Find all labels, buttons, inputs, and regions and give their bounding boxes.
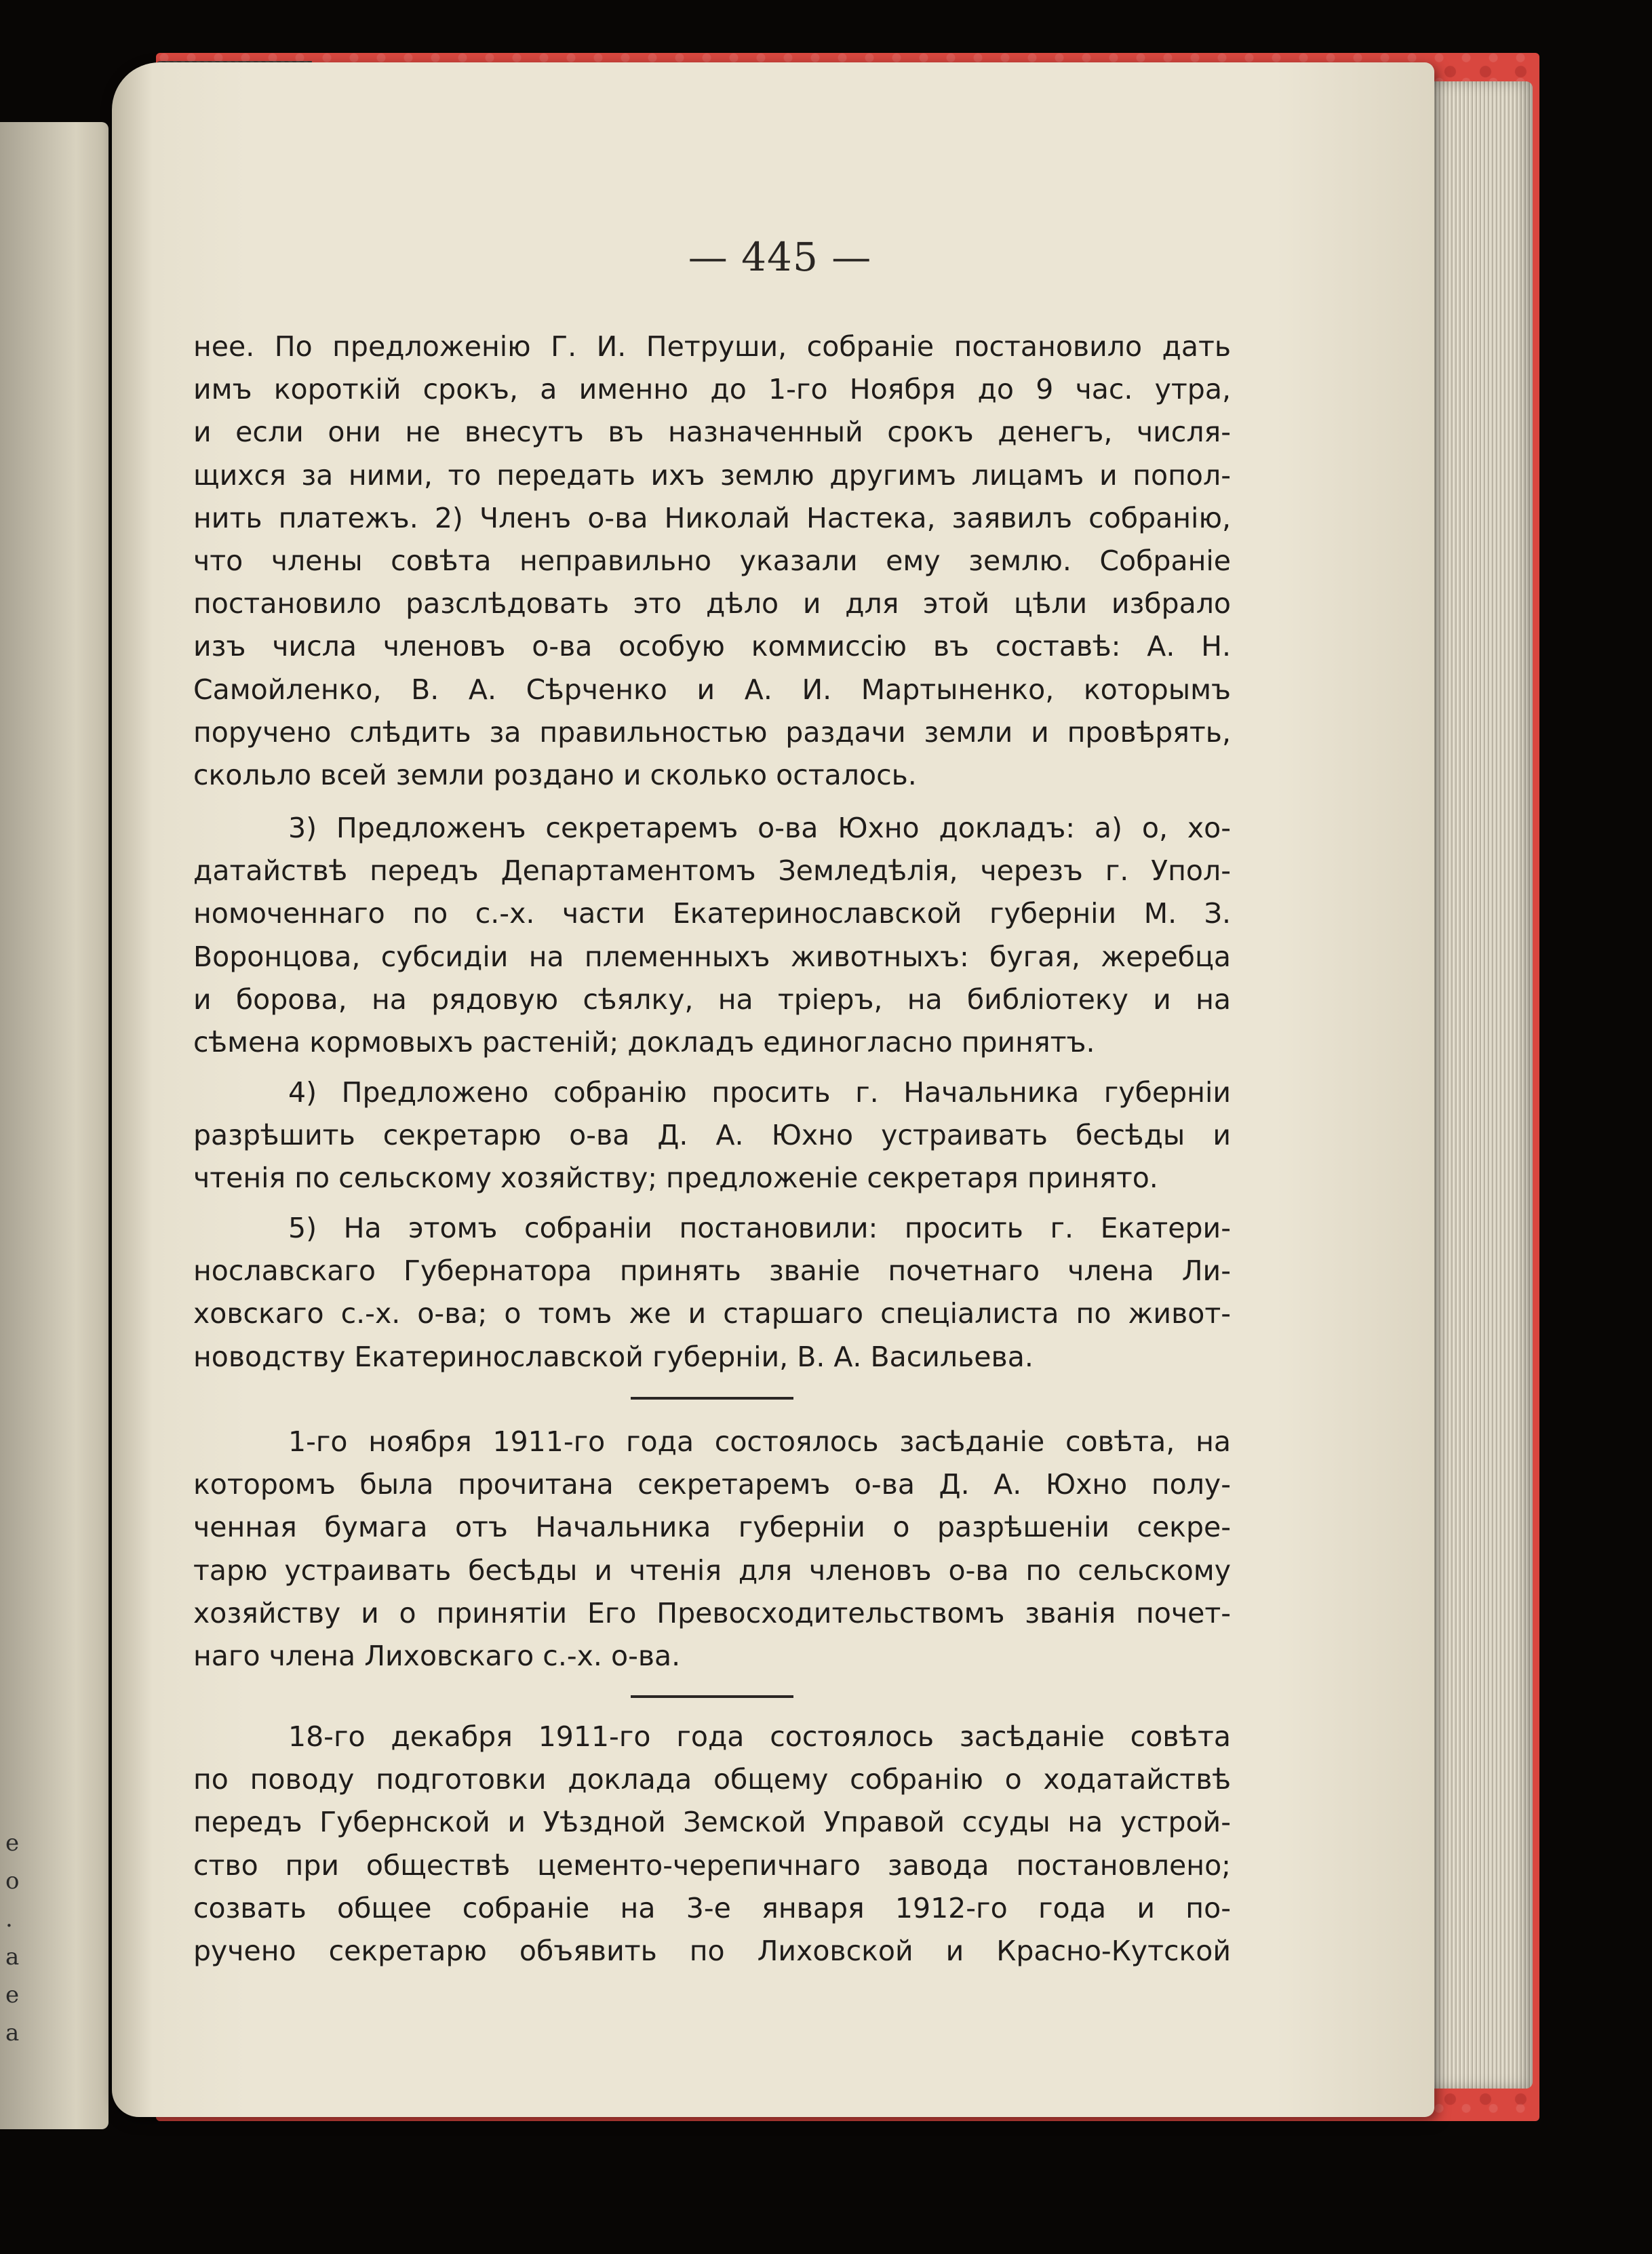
text-line: номоченнаго по с.-х. части Екатеринославской губерніи М. З.	[193, 897, 1231, 930]
text-line: поручено слѣдить за правильностью раздачи земли и провѣрять,	[193, 715, 1231, 749]
page-number: — 445 —	[688, 234, 872, 280]
facing-page-text-fragment: е о . а е а	[5, 1830, 20, 2047]
text-line: новодству Екатеринославской губерніи, В. А. Васильева.	[193, 1340, 1034, 1373]
paragraph-2	[193, 807, 1231, 1064]
text-line: сѣмена кормовыхъ растеній; докладъ единогласно принятъ.	[193, 1026, 1095, 1059]
text-line: ховскаго с.-х. о-ва; о томъ же и старшаго спеціалиста по живот-	[193, 1297, 1231, 1330]
text-line: скольло всей земли роздано и сколько осталось.	[193, 759, 917, 792]
text-line: разрѣшить секретарю о-ва Д. А. Юхно устраивать бесѣды и	[193, 1119, 1231, 1152]
paragraph-3	[193, 1071, 1231, 1200]
text-line: наго члена Лиховскаго с.-х. о-ва.	[193, 1640, 681, 1673]
text-line: щихся за ними, то передать ихъ землю другимъ лицамъ и попол-	[193, 458, 1231, 492]
paragraph-6	[193, 1716, 1231, 1973]
paragraph-5	[193, 1421, 1231, 1678]
text-line: тарю устраивать бесѣды и чтенія для членовъ о-ва по сельскому	[193, 1554, 1231, 1587]
text-line: 3) Предложенъ секретаремъ о-ва Юхно докладъ: а) о, хо-	[288, 812, 1231, 844]
text-line: ручено секретарю объявить по Лиховской и Красно-Кутской	[193, 1935, 1231, 1968]
text-line: 18-го декабря 1911-го года состоялось засѣданіе совѣта	[288, 1720, 1231, 1753]
section-divider	[631, 1397, 793, 1400]
text-line: постановило разслѣдовать это дѣло и для этой цѣли избрало	[193, 587, 1231, 620]
text-line: датайствѣ передъ Департаментомъ Земледѣлія, черезъ г. Упол-	[193, 854, 1231, 888]
text-line: хозяйству и о принятіи Его Превосходительствомъ званія почет-	[193, 1596, 1231, 1629]
paragraph-4	[193, 1207, 1231, 1379]
text-line: и если они не внесутъ въ назначенный срокъ денегъ, числя-	[193, 416, 1231, 449]
text-line: 4) Предложено собранію просить г. Начальника губерніи	[288, 1076, 1231, 1109]
text-line: и борова, на рядовую сѣялку, на тріеръ, на библіотеку и на	[193, 983, 1231, 1016]
text-line: изъ числа членовъ о-ва особую коммиссію въ составѣ: А. Н.	[193, 630, 1231, 663]
text-line: 1-го ноября 1911-го года состоялось засѣданіе совѣта, на	[288, 1425, 1231, 1458]
text-line: передъ Губернской и Уѣздной Земской Управой ссуды на устрой-	[193, 1806, 1231, 1839]
paragraph-1	[193, 325, 1231, 797]
text-line: 5) На этомъ собраніи постановили: просить г. Екатери-	[288, 1212, 1231, 1244]
facing-page	[0, 122, 109, 2129]
text-line: имъ короткій срокъ, а именно до 1-го Ноября до 9 час. утра,	[193, 373, 1231, 406]
text-line: нить платежъ. 2) Членъ о-ва Николай Настека, заявилъ собранію,	[193, 501, 1231, 534]
text-line: Воронцова, субсидіи на племенныхъ животныхъ: бугая, жеребца	[193, 940, 1231, 973]
text-line: которомъ была прочитана секретаремъ о-ва Д. А. Юхно полу-	[193, 1468, 1231, 1501]
text-line: что члены совѣта неправильно указали ему землю. Собраніе	[193, 545, 1231, 578]
text-line: созвать общее собраніе на 3-е января 1912-го года и по-	[193, 1891, 1231, 1924]
text-line: по поводу подготовки доклада общему собранію о ходатайствѣ	[193, 1763, 1231, 1796]
text-line: Самойленко, В. А. Сѣрченко и А. И. Мартыненко, которымъ	[193, 673, 1231, 706]
text-line: нославскаго Губернатора принять званіе почетнаго члена Ли-	[193, 1254, 1231, 1288]
text-line: ченная бумага отъ Начальника губерніи о разрѣшеніи секре-	[193, 1511, 1231, 1544]
text-line: ство при обществѣ цементо-черепичнаго завода постановлено;	[193, 1848, 1231, 1882]
page-edges	[1417, 81, 1533, 2089]
text-line: чтенія по сельскому хозяйству; предложеніе секретаря принято.	[193, 1162, 1158, 1195]
text-line: нее. По предложенію Г. И. Петруши, собраніе постановило дать	[193, 330, 1231, 363]
section-divider	[631, 1695, 793, 1698]
